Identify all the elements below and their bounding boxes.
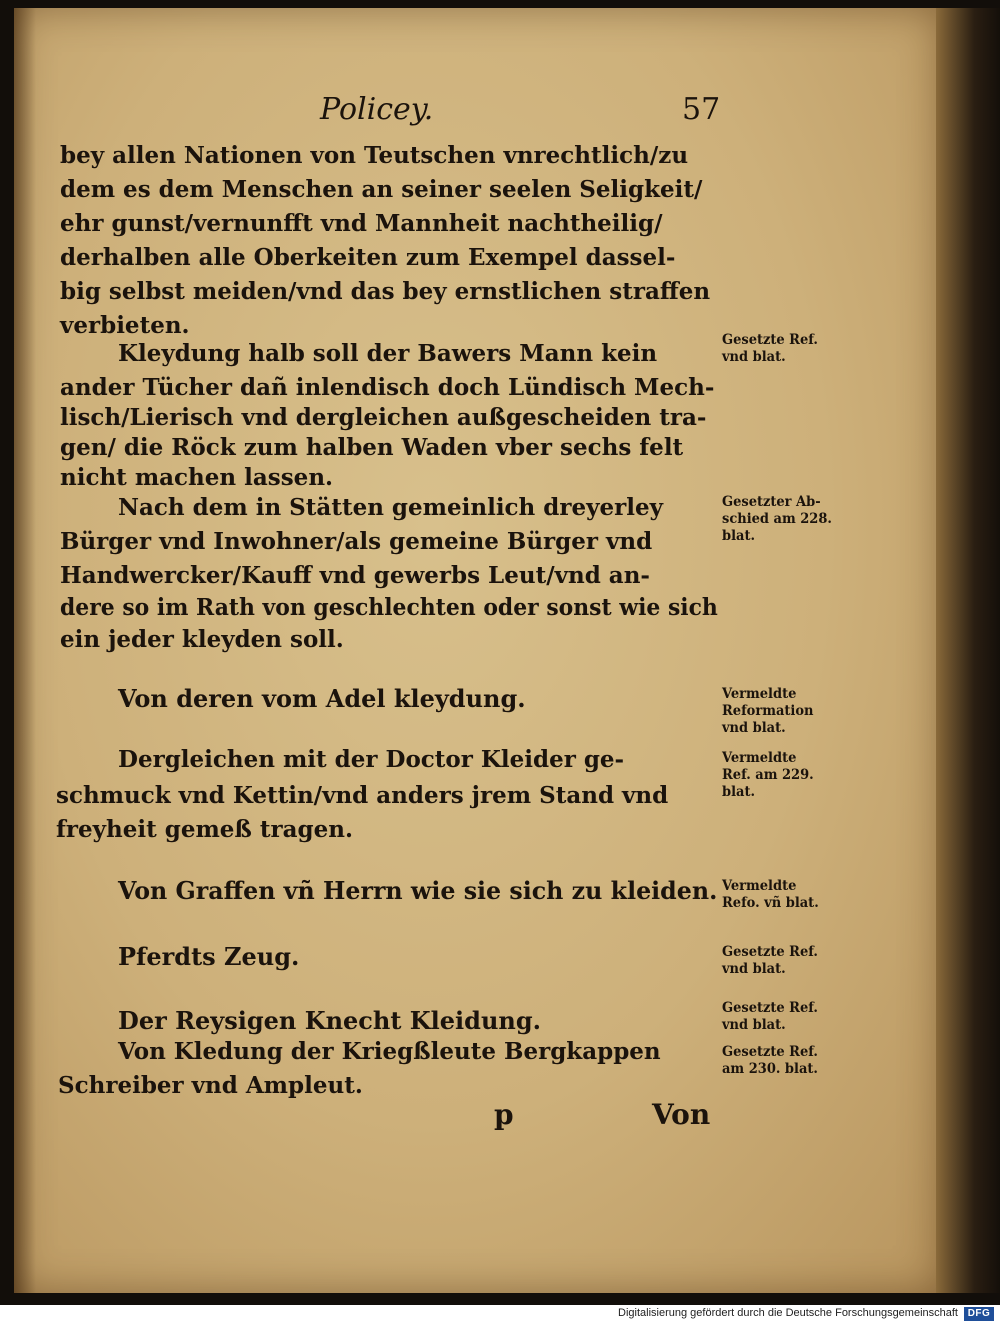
section-heading-pferd: Pferdts Zeug.	[118, 942, 300, 971]
running-title: Policey.	[320, 92, 434, 127]
body-line: ander Tücher dañ inlendisch doch Lündisch Mech-	[60, 374, 715, 401]
marginal-note: Vermeldte Reformation vnd blat.	[722, 686, 814, 736]
body-line: Nach dem in Stätten gemeinlich dreyerley	[118, 494, 663, 521]
marginal-note: Gesetzte Ref. vnd blat.	[722, 944, 818, 977]
section-heading-reysig: Der Reysigen Knecht Kleidung.	[118, 1006, 541, 1035]
page-gutter-shadow	[14, 8, 36, 1293]
page-number: 57	[682, 92, 721, 127]
body-line: dere so im Rath von geschlechten oder sonst wie sich	[60, 594, 718, 621]
body-line: ein jeder kleyden soll.	[60, 626, 344, 653]
body-line: Handwercker/Kauff vnd gewerbs Leut/vnd an-	[60, 562, 650, 589]
dfg-logo-icon[interactable]: DFG	[964, 1307, 994, 1321]
body-line: Dergleichen mit der Doctor Kleider ge-	[118, 746, 625, 773]
catchword: Von	[652, 1098, 711, 1131]
signature-mark: p	[494, 1098, 514, 1131]
body-line: derhalben alle Oberkeiten zum Exempel dassel-	[60, 244, 676, 271]
marginal-note: Gesetzte Ref. vnd blat.	[722, 332, 818, 365]
section-heading-graffen: Von Graffen vñ Herrn wie sie sich zu kleiden.	[118, 876, 718, 905]
digitization-footer	[0, 1305, 1000, 1324]
body-line: dem es dem Menschen an seiner seelen Seligkeit/	[60, 176, 703, 203]
body-line: Kleydung halb soll der Bawers Mann kein	[118, 340, 658, 367]
footer-credit: Digitalisierung gefördert durch die Deutsche Forschungsgemeinschaft	[618, 1307, 958, 1319]
body-line: nicht machen lassen.	[60, 464, 334, 491]
body-line: Von Kledung der Kriegßleute Bergkappen	[118, 1038, 661, 1065]
marginal-note: Gesetzte Ref. am 230. blat.	[722, 1044, 818, 1077]
body-line: freyheit gemeß tragen.	[56, 816, 353, 843]
body-line: Bürger vnd Inwohner/als gemeine Bürger vnd	[60, 528, 653, 555]
body-line: verbieten.	[60, 312, 190, 339]
page-edge	[936, 8, 1000, 1293]
body-line: lisch/Lierisch vnd dergleichen außgescheiden tra-	[60, 404, 707, 431]
marginal-note: Gesetzter Ab- schied am 228. blat.	[722, 494, 832, 544]
body-line: schmuck vnd Kettin/vnd anders jrem Stand vnd	[56, 782, 669, 809]
marginal-note: Vermeldte Ref. am 229. blat.	[722, 750, 814, 800]
body-line: gen/ die Röck zum halben Waden vber sechs felt	[60, 434, 684, 461]
marginal-note: Vermeldte Refo. vñ blat.	[722, 878, 819, 911]
body-line: ehr gunst/vernunfft vnd Mannheit nachtheilig/	[60, 210, 663, 237]
body-line: bey allen Nationen von Teutschen vnrechtlich/zu	[60, 142, 689, 169]
section-heading-adel: Von deren vom Adel kleydung.	[118, 684, 526, 713]
body-line: big selbst meiden/vnd das bey ernstlichen straffen	[60, 278, 711, 305]
body-line: Schreiber vnd Ampleut.	[58, 1072, 363, 1099]
marginal-note: Gesetzte Ref. vnd blat.	[722, 1000, 818, 1033]
